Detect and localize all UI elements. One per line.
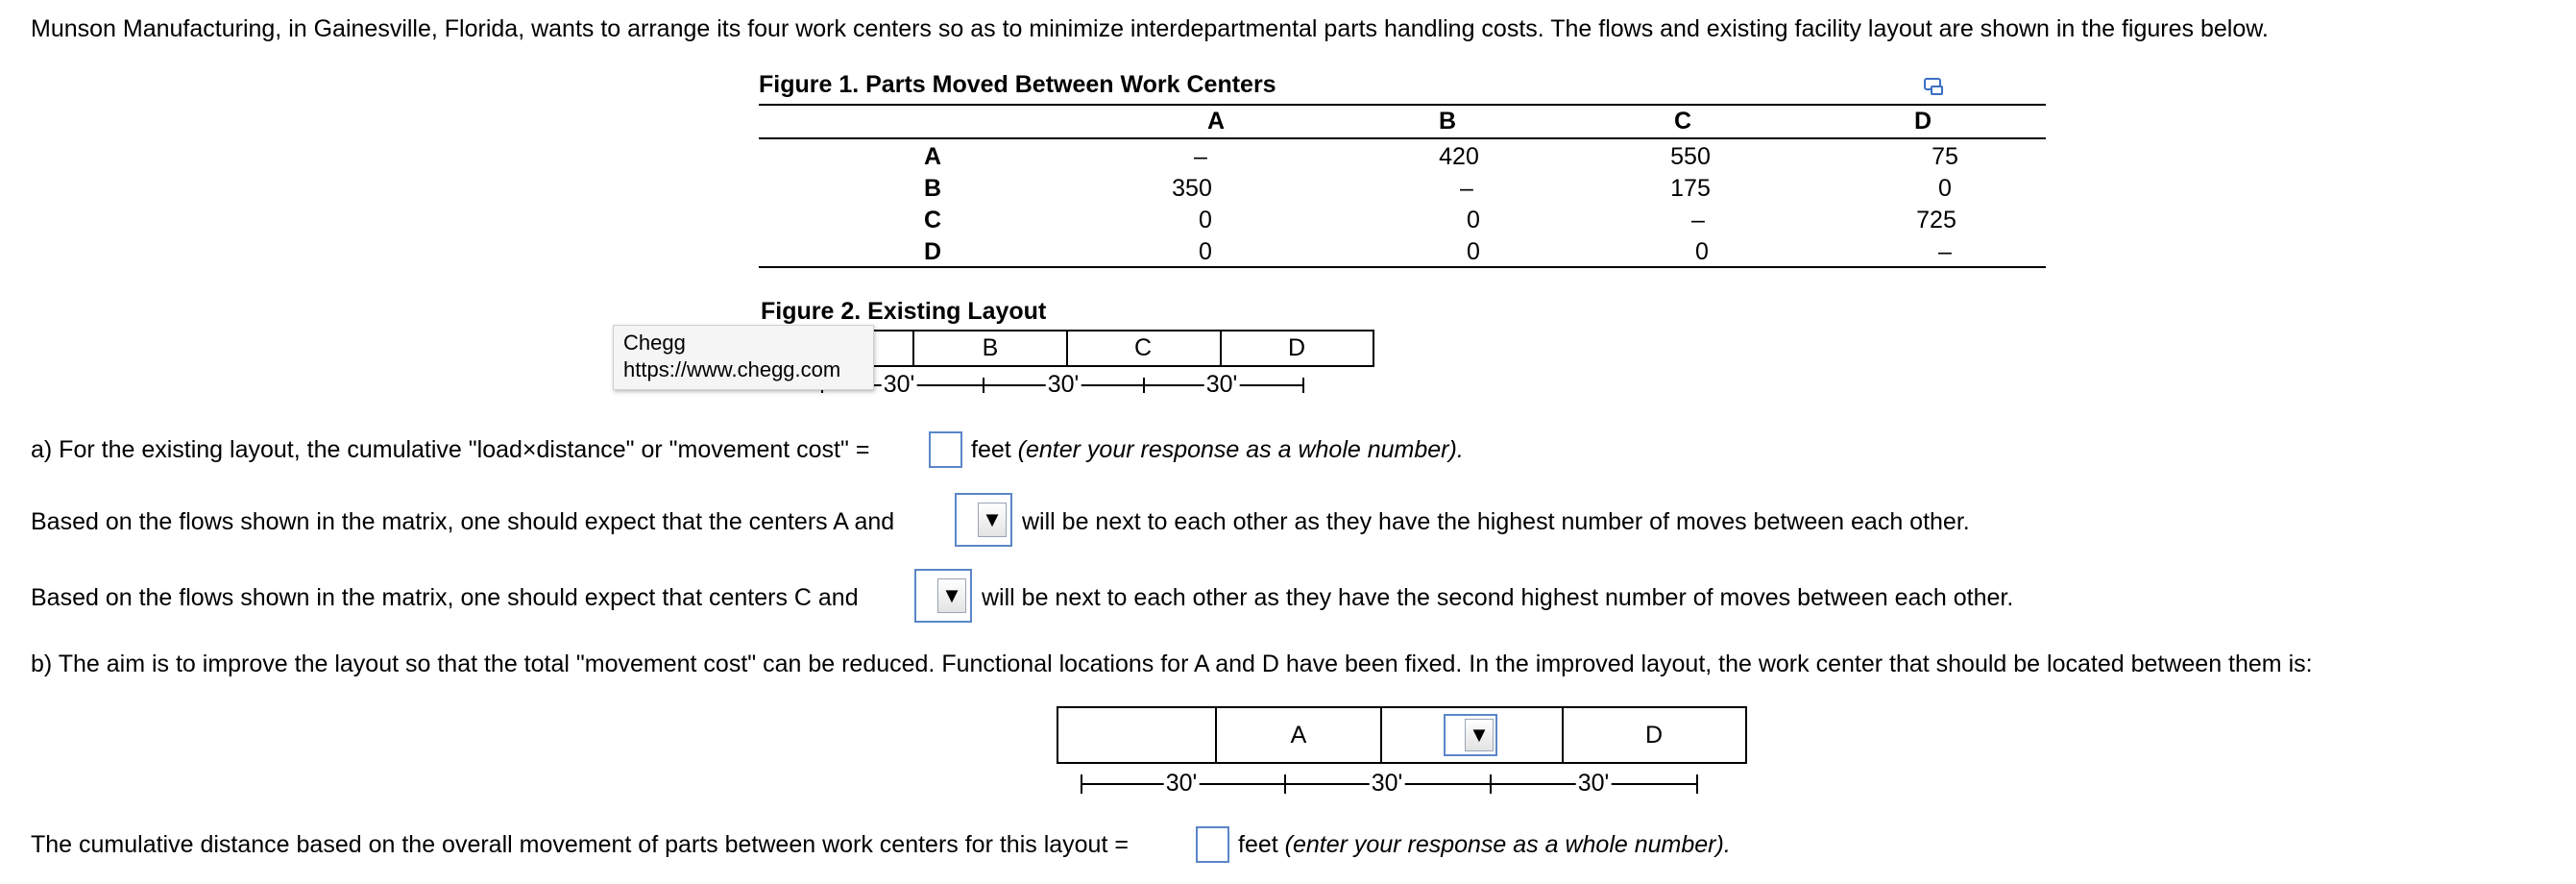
movement-cost-input[interactable] bbox=[929, 431, 962, 468]
dimension-tick bbox=[1490, 774, 1492, 794]
final-question-suffix bbox=[1238, 833, 1731, 857]
link-tooltip bbox=[613, 325, 874, 390]
between-center-dropdown[interactable] bbox=[1444, 714, 1497, 756]
divider bbox=[1562, 706, 1564, 764]
table-cell: 0 bbox=[1467, 207, 1480, 233]
divider bbox=[1066, 330, 1068, 367]
question-2-text: Based on the flows shown in the matrix, one should expect that the centers A and bbox=[31, 508, 895, 535]
table-cell: – bbox=[1938, 238, 1952, 265]
table-cell: 725 bbox=[1916, 207, 1956, 233]
table-cell: 350 bbox=[1172, 175, 1212, 202]
dimension-tick bbox=[983, 378, 984, 393]
dropdown-button[interactable] bbox=[937, 578, 966, 613]
col-header-b: B bbox=[1438, 108, 1457, 135]
table-cell: 0 bbox=[1695, 238, 1709, 265]
figure1-bottom-rule bbox=[759, 266, 2046, 268]
table-cell: 550 bbox=[1670, 143, 1711, 170]
existing-cell-d: D bbox=[1287, 334, 1306, 361]
dimension-tick bbox=[1302, 378, 1304, 393]
table-cell: 0 bbox=[1467, 238, 1480, 265]
instruction-text: (enter your response as a whole number). bbox=[1284, 831, 1731, 858]
figure1-top-rule bbox=[759, 104, 2046, 106]
col-header-d: D bbox=[1913, 108, 1932, 135]
row-header-d: D bbox=[923, 238, 942, 265]
dropdown-button[interactable] bbox=[978, 503, 1007, 537]
question-2-suffix: will be next to each other as they have the highest number of moves between each other. bbox=[1022, 508, 1970, 535]
tooltip-title: Chegg bbox=[623, 331, 686, 355]
intro-text: Munson Manufacturing, in Gainesville, Florida, wants to arrange its four work centers so as to minimize interdepartmental parts handling costs. The flows and existing facility layout are shown in the figures below. bbox=[31, 15, 2269, 42]
question-a-suffix bbox=[971, 438, 1464, 462]
instruction-text: (enter your response as a whole number). bbox=[1017, 436, 1464, 463]
figure1-title: Figure 1. Parts Moved Between Work Centers bbox=[759, 71, 1276, 98]
divider bbox=[912, 330, 914, 367]
question-b-text: b) The aim is to improve the layout so that the total "movement cost" can be reduced. Functional locations for A and D have been fixed. In the improved layout, the work center that should be located between them is: bbox=[31, 651, 2313, 677]
table-cell: 75 bbox=[1932, 143, 1958, 170]
dimension-label: 30' bbox=[1577, 770, 1610, 797]
final-question-text: The cumulative distance based on the overall movement of parts between work centers for this layout = bbox=[31, 831, 1129, 858]
row-header-b: B bbox=[923, 175, 942, 202]
existing-cell-c: C bbox=[1133, 334, 1153, 361]
dimension-tick bbox=[1284, 774, 1286, 794]
unit-label: feet bbox=[1238, 831, 1278, 858]
cumulative-distance-input[interactable] bbox=[1196, 826, 1229, 863]
question-a-text: a) For the existing layout, the cumulative "load×distance" or "movement cost" = bbox=[31, 436, 870, 463]
table-cell: 0 bbox=[1199, 238, 1212, 265]
divider bbox=[1380, 706, 1382, 764]
figure1-header-rule bbox=[759, 137, 2046, 139]
improved-cell-d: D bbox=[1644, 722, 1664, 749]
table-cell: – bbox=[1691, 207, 1705, 233]
dimension-label: 30' bbox=[1047, 371, 1080, 398]
dropdown-arrow-icon: ▼ bbox=[1469, 723, 1490, 747]
dimension-label: 30' bbox=[883, 371, 915, 398]
dropdown-arrow-icon: ▼ bbox=[982, 507, 1003, 531]
improved-cell-a: A bbox=[1290, 722, 1307, 749]
figure2-title: Figure 2. Existing Layout bbox=[761, 298, 1047, 325]
dimension-label: 30' bbox=[1205, 371, 1238, 398]
dimension-tick bbox=[1143, 378, 1145, 393]
second-pair-dropdown[interactable] bbox=[914, 569, 972, 623]
dropdown-button[interactable] bbox=[1465, 719, 1494, 751]
row-header-a: A bbox=[923, 143, 942, 170]
tooltip-url: https://www.chegg.com bbox=[623, 357, 841, 381]
improved-layout-box bbox=[1057, 706, 1747, 764]
dropdown-arrow-icon: ▼ bbox=[941, 583, 962, 607]
question-3-text: Based on the flows shown in the matrix, one should expect that centers C and bbox=[31, 584, 859, 611]
col-header-c: C bbox=[1673, 108, 1692, 135]
dimension-tick bbox=[1081, 774, 1082, 794]
row-header-c: C bbox=[923, 207, 942, 233]
existing-cell-b: B bbox=[982, 334, 999, 361]
dimension-tick bbox=[1696, 774, 1698, 794]
table-cell: 175 bbox=[1670, 175, 1711, 202]
unit-label: feet bbox=[971, 436, 1011, 463]
table-cell: – bbox=[1460, 175, 1473, 202]
dimension-label: 30' bbox=[1371, 770, 1403, 797]
dimension-label: 30' bbox=[1165, 770, 1198, 797]
table-cell: 420 bbox=[1439, 143, 1479, 170]
col-header-a: A bbox=[1206, 108, 1226, 135]
divider bbox=[1215, 706, 1217, 764]
copy-icon[interactable] bbox=[1923, 77, 1944, 96]
divider bbox=[1220, 330, 1222, 367]
table-cell: 0 bbox=[1199, 207, 1212, 233]
table-cell: 0 bbox=[1938, 175, 1952, 202]
highest-pair-dropdown[interactable] bbox=[955, 493, 1012, 547]
table-cell: – bbox=[1194, 143, 1207, 170]
question-3-suffix: will be next to each other as they have the second highest number of moves between each other. bbox=[982, 584, 2014, 611]
